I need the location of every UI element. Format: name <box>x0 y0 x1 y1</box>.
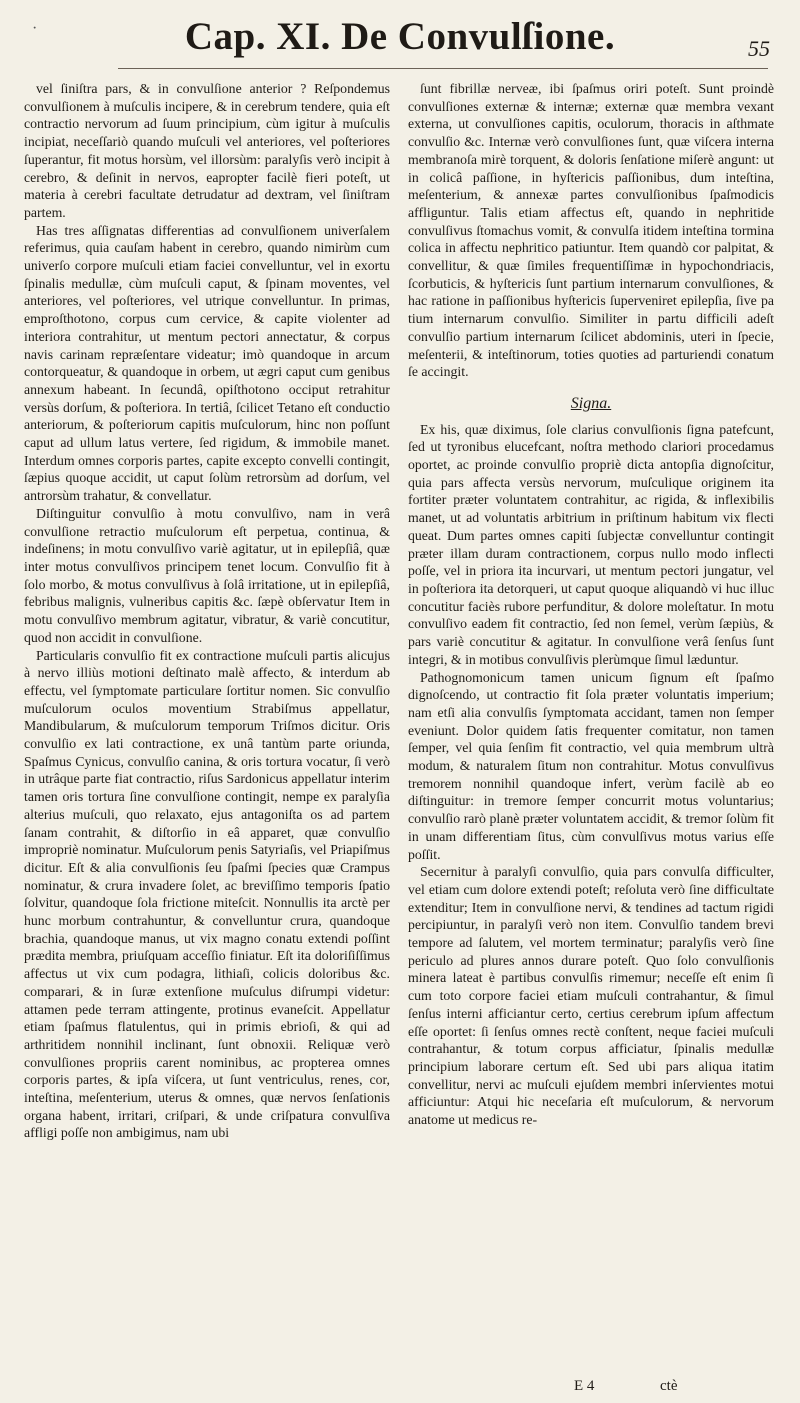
left-paragraph-4: Particularis convulſio fit ex contractione muſculi partis alicujus à nervo illiùs motioni deſtinato malè affecto, & interdum ab effectu, vel ſymptomate particulare ſortitur nomen. Sic convulſio muſculorum oculos moventium Strabiſmus appellatur, Mandibularum, & muſculorum temporum Triſmos dicitur. Oris convulſio ex lati contractione, ex unâ tantùm parte oriunda, Spaſmus Cynicus, convulſio canina, & oris tortura vocatur, ſi verò in utrâque parte fiat contractio, riſus Sardonicus appellatur interim tamen oris tortura ſine convulſione contingit, nempe ex paralyſia alterius muſculi, quo relaxato, ejus antagoniſta os ad partem ſanam contrahit, & diſtorſio in eâ apparet, quæ convulſio impropriè nominatur. Muſculorum penis Satyriaſis, vel Priapiſmus dicitur. Eſt & alia convulſionis ſeu ſpaſmi ſpecies quæ Crampus nominatur, & crura invadere ſolet, ac breviſſimo temporis ſpatio ſolvitur, quandoque ſola frictione miteſcit. Nonnullis ita arctè per hunc morbum contrahuntur, & convelluntur crura, quandoque brachia, quandoque manus, ut vix magno conatu extendi poſſint prædita membra, priuſquam acceſſio finiatur. Eſt ita doloriſiſſimus affectus ut vix cum podagra, lithiaſi, colicis doloribus &c. comparari, & in ſuræ extenſione muſculus diſrumpi videtur: attamen pede terram attingente, protinus evaneſcit. Appellatur etiam ſpaſmus flatulentus, qui in primis ebrioſi, & qui ad arthritidem nonnihil inclinant, ſunt obnoxii. Reliquæ verò convulſiones propriis carent nominibus, ac propterea omnes corporis partes, & ipſa viſcera, ut ſunt ventriculus, renes, cor, inteſtina, meſenterium, uterus & omnes, quæ nervos ſenſationis organa habent, irritari, criſpari, & unde criſpatura convulſiva affligi poſſe non ambigimus, nam ubi <box>24 647 390 1141</box>
header-mark: · <box>32 20 38 37</box>
right-paragraph-4: Secernitur à paralyſi convulſio, quia pars convulſa difficulter, vel etiam cum dolore extendi poteſt; reſoluta verò ſine difficultate extenditur; Item in convulſione nervi, & tendines ad tactum rigidi percipiuntur, in paralyſi verò non item. Convulſio tandem brevi tempore ad ſalutem, vel mortem terminatur; paralyſis verò ſine periculo ad plures annos durare poteſt. Quo ſolo convulſionis minera lateat è partibus convulſis rimemur; neceſſe eſt enim ſi cum toto corpore faciei etiam muſculi contrahantur, & ſimul ſenſus interni afficiantur certo, certius cerebrum ipſum affectum eſſe oportet: ſi ſenſus omnes rectè conſtent, neque faciei muſculi contrahantur, & totum corpus afficiatur, ſpinalis medullæ principium laborare certum eſt. Sed ubi pars aliqua itatim convellitur, nervi ac muſculi ejuſdem membri inſervientes motui afficiuntur: Atqui hic neceſaria eſt muſculorum, & nervorum anatome ut medicus re- <box>408 864 774 1128</box>
right-paragraph-1: ſunt fibrillæ nerveæ, ibi ſpaſmus oriri poteſt. Sunt proindè convulſiones externæ & internæ; externæ quæ membra vexant externa, ut convulſiones capitis, oculorum, thoracis in aſthmate convulſio &c. Internæ verò convulſiones ſunt, quæ viſcera interna membranoſa mirè torquent, & doloris ſenſatione miſerè angunt: ut in colicâ paſſione, in hyſtericis paſſionibus, dum inteſtina, meſenterium, & annexæ partes convulſionibus ſpaſmodicis affliguntur. Talis etiam affectus eſt, quando in nephritide convulſivus ſtomachus vomit, & convulſa itidem inteſtina tormina colica in affectu nephritico patiuntur. Item quandò cor palpitat, & convellitur, & quæ ſimiles frequentiſſimæ in hypochondriacis, ſcorbuticis, & hyſtericis ſunt partium internarum convulſiones, & hac ratione in paſſionibus hyſtericis ſuperveniret epilepſia, ſive pa tium internarum convulſio. Similiter in partu difficili adeſt convulſio partium internarum ſcilicet abdominis, uteri in ſpecie, meſenterii, & inteſtinorum, toties quoties ad parturiendi conatum ſe accingit. <box>408 81 774 380</box>
section-heading-signa: Signa. <box>570 394 612 412</box>
right-paragraph-3: Pathognomonicum tamen unicum ſignum eſt ſpaſmo dignoſcendo, ut contractio fit ſola præter voluntatis imperium; nam etſi alia convulſis ſymptomata accidant, tamen non ſemper eveniunt. Dolor quidem ſatis frequenter comitatur, non tamen ſemper, vel quia ſenſim fit contractio, vel quia membrum ultrà modum, & naturalem ſitum non contrahitur. Motus convulſivus tremorem nonnihil quandoque infert, verùm facilè ab eo diſtinguitur: in tremore ſemper concurrit motus voluntarius; convulſio rarò planè præter voluntatem accidit, & tremor ſolùm fit in unam differentiam ſitus, cùm convulſivus motus varius eſſe poſſit. <box>408 669 774 862</box>
catchword: ctè <box>660 1378 678 1394</box>
signature-mark: E 4 <box>574 1378 595 1394</box>
page-number: 55 <box>748 36 770 61</box>
left-paragraph-1: vel ſiniſtra pars, & in convulſione anterior ? Reſpondemus convulſionem à muſculis incipere, & in cerebrum tendere, quia eſt contractio nervorum ad ſuum principium, cùm igitur à muſculis incipiat, neceſſariò quando muſculi vel anteriores, vel poſteriores ſuperantur, fit motus horsùm, vel illorsùm: paralyſis verò incipit à cerebro, & deſinit in nervos, eapropter facilè fieri poteſt, ut materia à cerebri facultate detrudatur ad dextram, vel ſiniſtram partem. <box>24 81 390 220</box>
left-paragraph-3: Diſtinguitur convulſio à motu convulſivo, nam in verâ convulſione retractio muſculorum eſt perpetua, continua, & indeſinens; in motu convulſivo variè agitatur, ut in epilepſiâ, quæ inter motus convulſivos principem tenet locum. Convulſio fit à ſolo morbo, & motus convulſivus à ſolâ irritatione, ut in epilepſiâ, febribus malignis, vulneribus capitis &c. ſæpè obſervatur Item in motu convulſivo membrum agitatur, vibratur, & variè concutitur, quod non accidit in convulſione. <box>24 505 390 645</box>
page-header <box>0 6 800 72</box>
running-title: Cap. XI. De Convulſione. <box>184 15 616 58</box>
header-rule <box>118 68 768 69</box>
right-paragraph-2: Ex his, quæ diximus, ſole clarius convulſionis ſigna patefcunt, ſed ut tyronibus elucefcant, noſtra methodo clariori procedamus oportet, ac proinde convulſio propriè dicta antopſia dignoſcitur, quia pars affecta versùs nervorum, muſculique originem ita fortiter præter voluntatem contrahitur, ac rigida, & inflexibilis manet, ut ad voluntatis arbitrium in priſtinum habitum vix flecti queat. Dum partes omnes capiti ſubjectæ convelluntur contingit præter illam duram contractionem, corpus nullo modo inflecti poſſe, vel in priora ita incurvari, ut mentum pectori jungatur, vel in poſteriora ita detorqueri, ut caput quoque aliquandò vi huc illuc concutitur faciès rubore perfunditur, & dolore moleſtatur. In motu convulſivo eadem fit contractio, ſed non ſemel, verùm ſæpiùs, & pars variè concutitur & agitatur. In convulſione verâ ſenſus ſunt integri, & in motibus convulſivis plerùmque ſimul læduntur. <box>408 421 774 667</box>
left-paragraph-2: Has tres aſſignatas differentias ad convulſionem univerſalem referimus, quia cauſam habent in cerebro, quando nimirùm cum univerſo corpore muſculi etiam faciei convelluntur, vel in exortu ſpinalis medullæ, cùm muſculi caput, & ſpinam moventes, vel anteriores, vel poſteriores, vel utrique convelluntur. In primas, emproſthotono, corpus cum cervice, & capite violenter ad interiora contrahitur, ut mentum pectori annectatur, & corpus navis carinam repræſentare videatur; imò quandoque in arcum contorqueatur, & quandoque in orbem, ut ægri caput cum genibus annexum habeant. In ſecundâ, opiſthotono occiput retrahitur versùs dorſum, & poſteriora. In tertiâ, ſcilicet Tetano eſt conductio anteriorum, & poſteriorum capitis muſculorum, hinc non poſſunt caput ad ullum latus vertere, ſed rigidum, & immobile manet. Interdum omnes corporis partes, capite excepto convelli contingit, ſæpius quoque accidit, ut caput ſolùm retrorsùm ad dorſum, vel antrorsùm trahatur, & convellatur. <box>24 222 390 504</box>
right-column <box>408 80 774 1380</box>
left-column <box>24 80 390 1380</box>
